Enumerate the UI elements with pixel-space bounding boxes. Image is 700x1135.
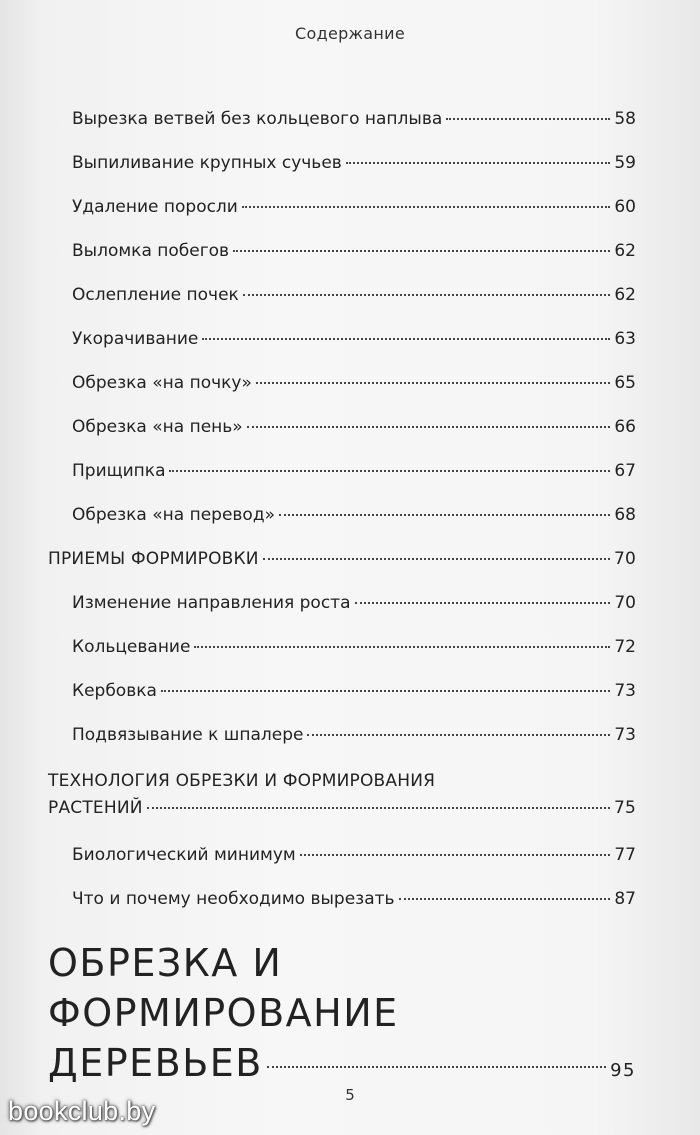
dot-leader	[256, 382, 610, 384]
toc-entry	[48, 240, 636, 262]
toc-entry	[48, 460, 636, 482]
toc-entry	[48, 504, 636, 526]
toc-entry-page: 58	[614, 109, 636, 129]
dot-leader	[233, 250, 610, 252]
dot-leader	[247, 426, 611, 428]
toc-entry	[48, 152, 636, 174]
dot-leader	[242, 206, 611, 208]
dot-leader	[194, 646, 610, 648]
toc-entry-page: 77	[614, 845, 636, 865]
dot-leader	[300, 854, 611, 856]
toc-entry-title: Вырезка ветвей без кольцевого наплыва	[72, 109, 443, 129]
dot-leader	[307, 734, 610, 736]
page-number: 5	[345, 1086, 355, 1104]
dot-leader	[202, 338, 610, 340]
toc-entry-page: 73	[614, 725, 636, 745]
dot-leader	[279, 514, 610, 516]
toc-entry-title: Удаление поросли	[72, 197, 238, 217]
toc-entry-title: Прищипка	[72, 461, 166, 481]
running-head: Содержание	[295, 24, 405, 43]
toc-entry-title: Биологический минимум	[72, 845, 296, 865]
toc-entry-title: Ослепление почек	[72, 285, 239, 305]
toc-entry-page: 87	[614, 889, 636, 909]
toc-section-page: 70	[613, 549, 636, 569]
watermark: bookclub.by	[8, 1096, 156, 1126]
dot-leader	[161, 690, 610, 692]
toc-entry	[48, 592, 636, 614]
toc-section-title-line2: РАСТЕНИЙ	[48, 798, 143, 818]
dot-leader	[147, 807, 610, 809]
toc-section-row	[48, 795, 636, 822]
toc-entry	[48, 888, 636, 910]
toc-entry	[48, 108, 636, 130]
dot-leader	[169, 470, 610, 472]
toc-entry-title: Обрезка «на перевод»	[72, 505, 275, 525]
toc-entry-title: Кольцевание	[72, 637, 191, 657]
table-of-contents	[48, 108, 636, 932]
toc-entry-page: 62	[614, 241, 636, 261]
dot-leader	[346, 162, 611, 164]
dot-leader	[263, 558, 610, 560]
toc-entry-page: 67	[614, 461, 636, 481]
toc-entry-title: Укорачивание	[72, 329, 199, 349]
toc-entry-title: Обрезка «на почку»	[72, 373, 252, 393]
toc-section-title: ПРИЕМЫ ФОРМИРОВКИ	[48, 549, 259, 569]
toc-entry-title: Выломка побегов	[72, 241, 230, 261]
dot-leader	[399, 898, 611, 900]
dot-leader	[446, 118, 610, 120]
toc-entry	[48, 844, 636, 866]
toc-entry-title: Что и почему необходимо вырезать	[72, 889, 395, 909]
toc-part	[48, 938, 636, 1096]
toc-entry	[48, 328, 636, 350]
toc-part-title-line2: ДЕРЕВЬЕВ	[48, 1041, 263, 1085]
toc-entry	[48, 196, 636, 218]
toc-entry	[48, 416, 636, 438]
toc-section-multiline	[48, 768, 636, 822]
toc-entry-page: 66	[614, 417, 636, 437]
toc-entry-title: Кербовка	[72, 681, 157, 701]
toc-entry	[48, 284, 636, 306]
toc-entry-title: Обрезка «на пень»	[72, 417, 243, 437]
toc-entry-page: 72	[614, 637, 636, 657]
toc-entry-page: 62	[614, 285, 636, 305]
dot-leader	[355, 602, 611, 604]
toc-entry-page: 59	[614, 153, 636, 173]
toc-entry-page: 68	[614, 505, 636, 525]
toc-entry-title: Изменение направления роста	[72, 593, 351, 613]
toc-entry	[48, 724, 636, 746]
dot-leader	[243, 294, 611, 296]
toc-entry	[48, 680, 636, 702]
toc-part-page: 95	[610, 1060, 636, 1081]
toc-entry-page: 63	[614, 329, 636, 349]
toc-section-title-line1: ТЕХНОЛОГИЯ ОБРЕЗКИ И ФОРМИРОВАНИЯ	[48, 771, 436, 791]
toc-entry-page: 65	[614, 373, 636, 393]
toc-entry-title: Подвязывание к шпалере	[72, 725, 304, 745]
toc-entry	[48, 372, 636, 394]
toc-section-page: 75	[613, 798, 636, 818]
toc-section	[48, 548, 636, 570]
toc-entry-title: Выпиливание крупных сучьев	[72, 153, 342, 173]
toc-entry-page: 60	[614, 197, 636, 217]
dot-leader	[267, 1066, 606, 1068]
toc-entry	[48, 636, 636, 658]
toc-entry-page: 70	[614, 593, 636, 613]
toc-part-title-line1: ОБРЕЗКА И ФОРМИРОВАНИЕ	[48, 941, 399, 1035]
toc-entry-page: 73	[614, 681, 636, 701]
